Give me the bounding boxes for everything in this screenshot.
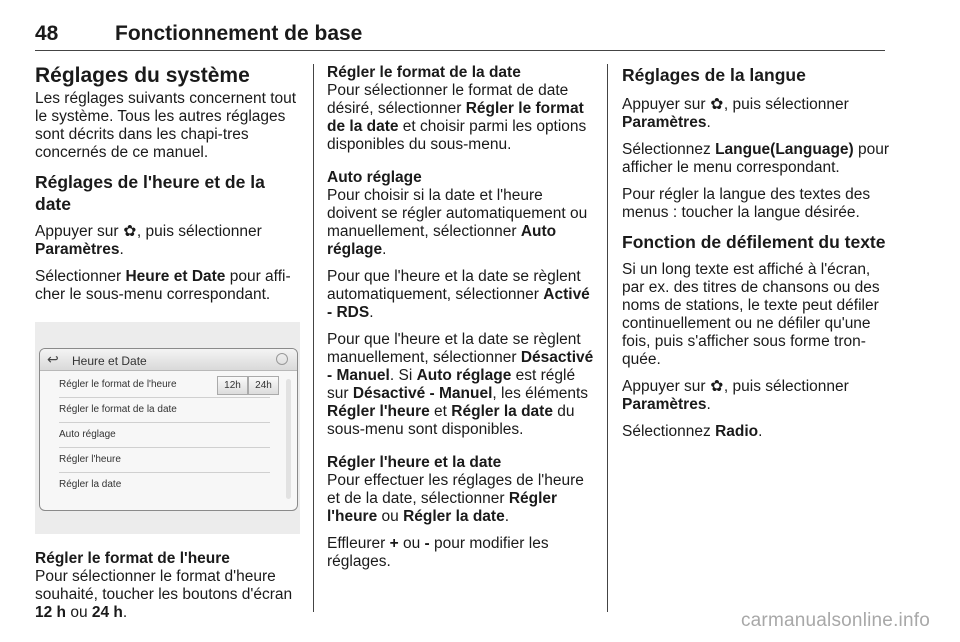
- auto-paragraph: Pour choisir si la date et l'heure doivent se régler automatiquement ou manuellement, sélectionner Auto réglage.: [327, 187, 588, 258]
- language-title: Réglages de la langue: [622, 65, 806, 85]
- tap-paragraph: Effleurer + ou - pour modifier les réglages.: [327, 535, 549, 570]
- menu-item-auto-set[interactable]: Auto réglage: [59, 423, 270, 448]
- 24h-button[interactable]: 24h: [248, 376, 279, 395]
- column-2: [327, 64, 594, 580]
- intro-paragraph: Les réglages suivants concernent tout le système. Tous les autres réglages sont décrits dans les chapi-tres concernés de ce manuel.: [35, 90, 297, 161]
- screen-title: Heure et Date: [72, 354, 147, 368]
- scroll-title: Fonction de défilement du texte: [622, 232, 886, 252]
- format-paragraph: Pour sélectionner le format d'heure souhaité, toucher les boutons d'écran 12 h ou 24 h.: [35, 568, 293, 621]
- time-date-subtitle: Réglages de l'heure et de la date: [35, 172, 265, 214]
- page-number: 48: [35, 22, 59, 45]
- settings-icon: ✿: [123, 223, 137, 240]
- scrollbar[interactable]: [286, 379, 291, 499]
- 12h-button[interactable]: 12h: [217, 376, 248, 395]
- auto-heading: Auto réglage: [327, 169, 422, 186]
- language-paragraph: Pour régler la langue des textes des menus : toucher la langue désirée.: [622, 186, 871, 221]
- column-3: [622, 64, 890, 450]
- back-arrow-icon[interactable]: ↩: [47, 351, 59, 367]
- system-settings-title: Réglages du système: [35, 64, 250, 87]
- page-header: [35, 22, 885, 50]
- menu-item-time-format[interactable]: Régler le format de l'heure 12h 24h: [59, 373, 270, 398]
- step-paragraph: Sélectionner Heure et Date pour affi-cher le sous-menu correspondant.: [35, 268, 291, 303]
- scroll-step: Sélectionnez Radio.: [622, 423, 763, 440]
- set-time-date-paragraph: Pour effectuer les réglages de l'heure et de la date, sélectionner Régler l'heure ou Régler la date.: [327, 472, 584, 525]
- screen-title-bar: [40, 349, 297, 371]
- header-rule: [35, 50, 885, 51]
- auto-rds-paragraph: Pour que l'heure et la date se règlent automatiquement, sélectionner Activé - RDS.: [327, 268, 590, 321]
- language-step: Sélectionnez Langue(Language) pour afficher le menu correspondant.: [622, 141, 890, 176]
- language-step: Appuyer sur ✿, puis sélectionner Paramètres.: [622, 96, 849, 131]
- menu-item-date-format[interactable]: Régler le format de la date: [59, 398, 270, 423]
- format-heading: Régler le format de l'heure: [35, 550, 230, 567]
- step-paragraph: Appuyer sur ✿, puis sélectionner Paramètres.: [35, 223, 262, 258]
- manual-paragraph: Pour que l'heure et la date se règlent manuellement, sélectionner Désactivé - Manuel. Si Auto réglage est réglé sur Désactivé - Manuel, les éléments Régler l'heure et Régler la date du sous-menu sont disponibles.: [327, 331, 594, 438]
- scroll-paragraph: Si un long texte est affiché à l'écran, par ex. des titres de chansons ou des noms de stations, le texte peut défiler continuellement ou ne défiler qu'une fois, puis s'afficher sous forme tron-quée.: [622, 261, 880, 368]
- section-title: Fonctionnement de base: [115, 22, 363, 45]
- column-divider: [607, 64, 608, 612]
- home-icon[interactable]: [276, 353, 288, 365]
- column-1: [35, 64, 300, 631]
- screen-figure: [35, 322, 300, 534]
- scroll-step: Appuyer sur ✿, puis sélectionner Paramètres.: [622, 378, 849, 413]
- menu-item-set-time[interactable]: Régler l'heure: [59, 448, 270, 473]
- date-format-paragraph: Pour sélectionner le format de date désiré, sélectionner Régler le format de la date et choisir parmi les options disponibles du sous-menu.: [327, 82, 587, 153]
- settings-icon: ✿: [710, 378, 724, 395]
- set-time-date-heading: Régler l'heure et la date: [327, 454, 502, 471]
- watermark: carmanualsonline.info: [740, 610, 930, 631]
- display-screen: [39, 348, 298, 511]
- menu-item-set-date[interactable]: Régler la date: [59, 479, 122, 490]
- column-divider: [313, 64, 314, 612]
- date-format-heading: Régler le format de la date: [327, 64, 521, 81]
- settings-icon: ✿: [710, 96, 724, 113]
